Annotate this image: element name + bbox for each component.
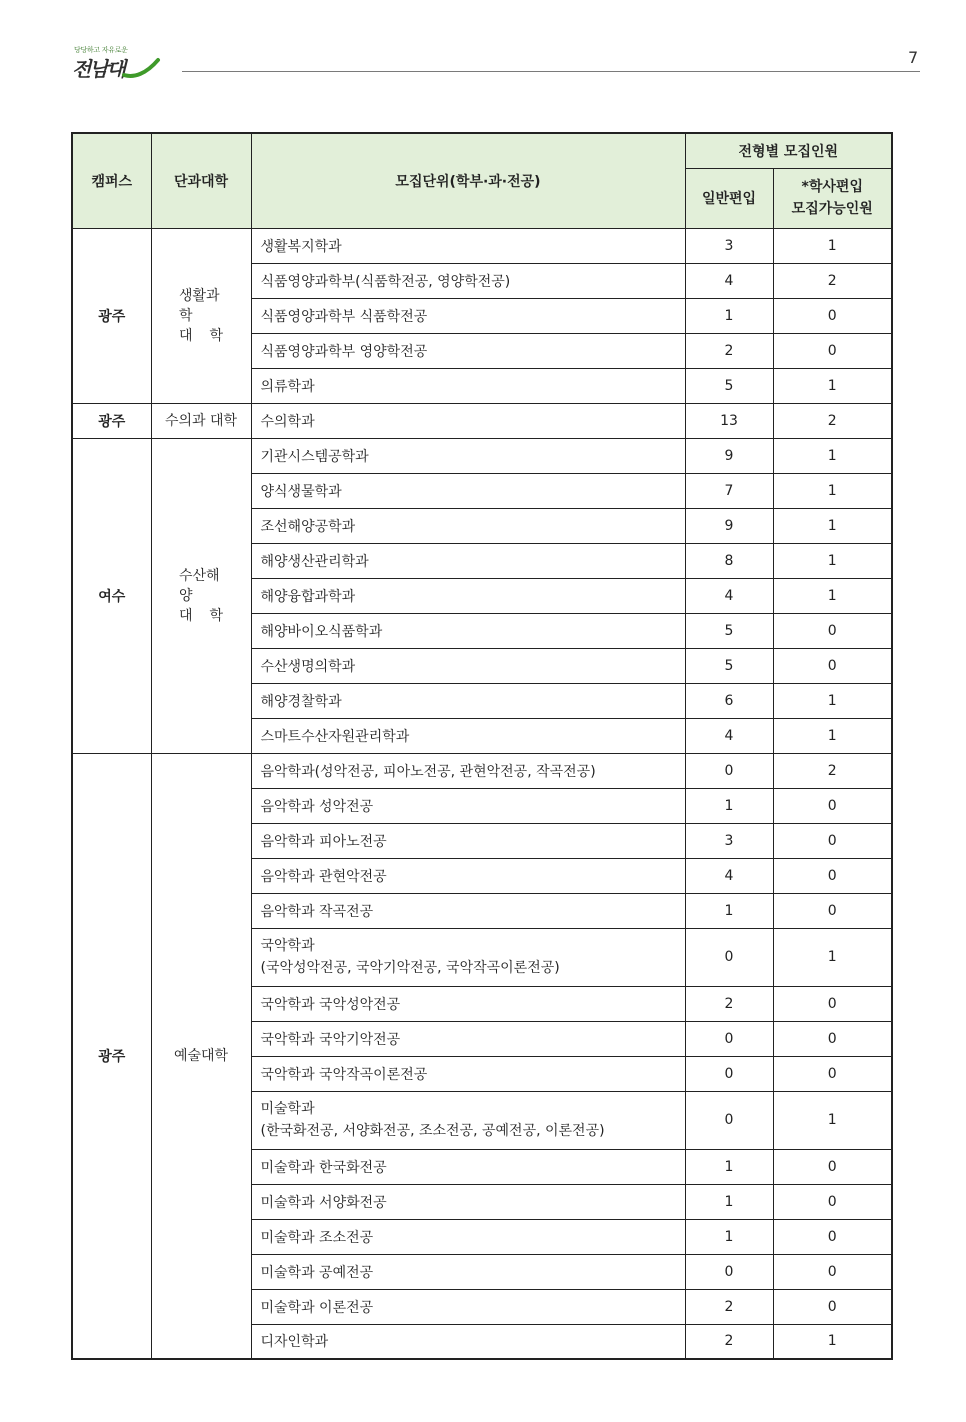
unit-cell bbox=[251, 1021, 685, 1056]
general-transfer-count: 1 bbox=[685, 1219, 773, 1254]
unit-cell bbox=[251, 333, 685, 368]
bachelor-transfer-count: 0 bbox=[773, 858, 892, 893]
bachelor-transfer-count: 1 bbox=[773, 718, 892, 753]
logo-wordmark: 전남대 bbox=[72, 57, 124, 81]
college-name-line: 수의과 대학 bbox=[164, 412, 238, 429]
general-transfer-count: 1 bbox=[685, 1184, 773, 1219]
campus-cell: 광주 bbox=[72, 403, 151, 438]
unit-name-line: 수의학과 bbox=[260, 413, 315, 430]
unit-name-line: 기관시스템공학과 bbox=[260, 448, 369, 465]
unit-name-line: 음악학과 피아노전공 bbox=[260, 833, 387, 850]
bachelor-transfer-count: 1 bbox=[773, 1324, 892, 1359]
unit-name-line: 식품영양과학부 식품학전공 bbox=[260, 308, 428, 325]
unit-name-line: 식품영양과학부(식품학전공, 영양학전공) bbox=[260, 273, 511, 290]
unit-cell bbox=[251, 403, 685, 438]
unit-cell bbox=[251, 368, 685, 403]
bachelor-transfer-count: 1 bbox=[773, 473, 892, 508]
general-transfer-count: 0 bbox=[685, 1056, 773, 1091]
unit-cell bbox=[251, 928, 685, 986]
bachelor-transfer-count: 0 bbox=[773, 613, 892, 648]
admission-quota-table bbox=[71, 132, 893, 1360]
header-bachelor-line2: 모집가능인원 bbox=[791, 201, 873, 217]
general-transfer-count: 4 bbox=[685, 718, 773, 753]
general-transfer-count: 1 bbox=[685, 893, 773, 928]
bachelor-transfer-count: 0 bbox=[773, 648, 892, 683]
general-transfer-count: 2 bbox=[685, 333, 773, 368]
unit-cell bbox=[251, 1289, 685, 1324]
unit-cell bbox=[251, 1091, 685, 1149]
bachelor-transfer-count: 1 bbox=[773, 368, 892, 403]
college-cell bbox=[151, 228, 251, 403]
bachelor-transfer-count: 0 bbox=[773, 1219, 892, 1254]
bachelor-transfer-count: 0 bbox=[773, 1149, 892, 1184]
general-transfer-count: 0 bbox=[685, 928, 773, 986]
unit-name-line: 미술학과 서양화전공 bbox=[260, 1194, 387, 1211]
table-row bbox=[72, 403, 892, 438]
unit-cell bbox=[251, 1254, 685, 1289]
college-cell bbox=[151, 403, 251, 438]
unit-name-line: 조선해양공학과 bbox=[260, 518, 356, 535]
unit-name-line: 국악학과 국악작곡이론전공 bbox=[260, 1066, 428, 1083]
table-body bbox=[72, 228, 892, 1359]
table-row bbox=[72, 228, 892, 263]
page-number: 7 bbox=[908, 48, 919, 67]
general-transfer-count: 1 bbox=[685, 298, 773, 333]
table-row bbox=[72, 753, 892, 788]
general-transfer-count: 5 bbox=[685, 368, 773, 403]
unit-cell bbox=[251, 718, 685, 753]
campus-cell: 광주 bbox=[72, 753, 151, 1359]
general-transfer-count: 8 bbox=[685, 543, 773, 578]
general-transfer-count: 2 bbox=[685, 1324, 773, 1359]
logo-tagline: 당당하고 자유로운 bbox=[74, 46, 128, 54]
header-unit: 모집단위(학부·과·전공) bbox=[251, 133, 685, 228]
general-transfer-count: 1 bbox=[685, 1149, 773, 1184]
header-bachelor-transfer bbox=[773, 168, 892, 228]
college-cell bbox=[151, 753, 251, 1359]
header-bachelor-line1: *학사편입 bbox=[801, 179, 863, 195]
unit-cell bbox=[251, 613, 685, 648]
unit-name-line: 식품영양과학부 영양학전공 bbox=[260, 343, 428, 360]
general-transfer-count: 4 bbox=[685, 858, 773, 893]
general-transfer-count: 0 bbox=[685, 1021, 773, 1056]
bachelor-transfer-count: 0 bbox=[773, 986, 892, 1021]
bachelor-transfer-count: 1 bbox=[773, 438, 892, 473]
bachelor-transfer-count: 0 bbox=[773, 823, 892, 858]
general-transfer-count: 0 bbox=[685, 1091, 773, 1149]
bachelor-transfer-count: 2 bbox=[773, 263, 892, 298]
general-transfer-count: 7 bbox=[685, 473, 773, 508]
bachelor-transfer-count: 2 bbox=[773, 403, 892, 438]
general-transfer-count: 2 bbox=[685, 986, 773, 1021]
general-transfer-count: 13 bbox=[685, 403, 773, 438]
general-transfer-count: 3 bbox=[685, 228, 773, 263]
unit-name-line: 해양생산관리학과 bbox=[260, 553, 369, 570]
unit-cell bbox=[251, 543, 685, 578]
unit-name-line: 수산생명의학과 bbox=[260, 658, 356, 675]
campus-cell: 여수 bbox=[72, 438, 151, 753]
unit-name-line: 국악학과 국악성악전공 bbox=[260, 996, 401, 1013]
header-college: 단과대학 bbox=[151, 133, 251, 228]
college-name-line: 생활과학 bbox=[179, 287, 220, 324]
general-transfer-count: 2 bbox=[685, 1289, 773, 1324]
unit-name-line: 해양경찰학과 bbox=[260, 693, 342, 710]
unit-cell bbox=[251, 858, 685, 893]
unit-cell bbox=[251, 578, 685, 613]
unit-cell bbox=[251, 753, 685, 788]
general-transfer-count: 9 bbox=[685, 438, 773, 473]
unit-cell bbox=[251, 1184, 685, 1219]
header-quota-group: 전형별 모집인원 bbox=[685, 133, 892, 168]
unit-cell bbox=[251, 508, 685, 543]
college-name-line: 대 학 bbox=[179, 327, 223, 344]
bachelor-transfer-count: 1 bbox=[773, 1091, 892, 1149]
bachelor-transfer-count: 0 bbox=[773, 298, 892, 333]
unit-cell bbox=[251, 1149, 685, 1184]
unit-name-line: 디자인학과 bbox=[260, 1334, 329, 1351]
unit-cell bbox=[251, 986, 685, 1021]
unit-name-line: 미술학과 한국화전공 bbox=[260, 1159, 387, 1176]
campus-cell: 광주 bbox=[72, 228, 151, 403]
unit-name-line: 해양바이오식품학과 bbox=[260, 623, 383, 640]
unit-name-line: 스마트수산자원관리학과 bbox=[260, 728, 410, 745]
table-row bbox=[72, 438, 892, 473]
bachelor-transfer-count: 1 bbox=[773, 228, 892, 263]
unit-name-line: 국악학과 국악기악전공 bbox=[260, 1031, 401, 1048]
unit-name-line: 양식생물학과 bbox=[260, 483, 342, 500]
unit-name-line: 생활복지학과 bbox=[260, 238, 342, 255]
header-rule bbox=[182, 71, 920, 72]
unit-cell bbox=[251, 263, 685, 298]
unit-name-line: 미술학과 공예전공 bbox=[260, 1264, 374, 1281]
unit-name-line: (한국화전공, 서양화전공, 조소전공, 공예전공, 이론전공) bbox=[260, 1123, 605, 1139]
college-cell bbox=[151, 438, 251, 753]
unit-cell bbox=[251, 1324, 685, 1359]
general-transfer-count: 4 bbox=[685, 263, 773, 298]
unit-name-line: (국악성악전공, 국악기악전공, 국악작곡이론전공) bbox=[260, 960, 560, 976]
unit-cell bbox=[251, 1056, 685, 1091]
logo-swoosh-icon bbox=[122, 56, 162, 78]
general-transfer-count: 4 bbox=[685, 578, 773, 613]
general-transfer-count: 9 bbox=[685, 508, 773, 543]
unit-cell bbox=[251, 298, 685, 333]
table-header bbox=[72, 133, 892, 228]
unit-name-line: 음악학과 성악전공 bbox=[260, 798, 374, 815]
college-name-line: 수산해양 bbox=[179, 567, 220, 604]
bachelor-transfer-count: 1 bbox=[773, 683, 892, 718]
unit-cell bbox=[251, 648, 685, 683]
bachelor-transfer-count: 0 bbox=[773, 1184, 892, 1219]
general-transfer-count: 0 bbox=[685, 1254, 773, 1289]
unit-cell bbox=[251, 228, 685, 263]
university-logo bbox=[62, 42, 172, 82]
unit-name-line: 미술학과 조소전공 bbox=[260, 1229, 374, 1246]
unit-cell bbox=[251, 893, 685, 928]
unit-cell bbox=[251, 823, 685, 858]
bachelor-transfer-count: 0 bbox=[773, 1021, 892, 1056]
unit-cell bbox=[251, 788, 685, 823]
unit-name-line: 음악학과 관현악전공 bbox=[260, 868, 387, 885]
bachelor-transfer-count: 1 bbox=[773, 543, 892, 578]
general-transfer-count: 1 bbox=[685, 788, 773, 823]
bachelor-transfer-count: 1 bbox=[773, 578, 892, 613]
college-name-line: 예술대학 bbox=[173, 1047, 229, 1064]
header-campus: 캠퍼스 bbox=[72, 133, 151, 228]
unit-cell bbox=[251, 683, 685, 718]
bachelor-transfer-count: 0 bbox=[773, 1254, 892, 1289]
unit-name-line: 음악학과(성악전공, 피아노전공, 관현악전공, 작곡전공) bbox=[260, 763, 596, 780]
bachelor-transfer-count: 2 bbox=[773, 753, 892, 788]
unit-name-line: 음악학과 작곡전공 bbox=[260, 903, 374, 920]
bachelor-transfer-count: 0 bbox=[773, 893, 892, 928]
unit-name-line: 미술학과 이론전공 bbox=[260, 1299, 374, 1316]
unit-cell bbox=[251, 438, 685, 473]
bachelor-transfer-count: 0 bbox=[773, 1289, 892, 1324]
bachelor-transfer-count: 0 bbox=[773, 788, 892, 823]
general-transfer-count: 5 bbox=[685, 613, 773, 648]
bachelor-transfer-count: 1 bbox=[773, 508, 892, 543]
page-header bbox=[0, 0, 966, 90]
general-transfer-count: 3 bbox=[685, 823, 773, 858]
bachelor-transfer-count: 1 bbox=[773, 928, 892, 986]
general-transfer-count: 5 bbox=[685, 648, 773, 683]
unit-name-line: 국악학과 bbox=[260, 938, 315, 954]
unit-name-line: 해양융합과학과 bbox=[260, 588, 356, 605]
unit-cell bbox=[251, 1219, 685, 1254]
bachelor-transfer-count: 0 bbox=[773, 1056, 892, 1091]
general-transfer-count: 0 bbox=[685, 753, 773, 788]
unit-name-line: 미술학과 bbox=[260, 1101, 315, 1117]
unit-cell bbox=[251, 473, 685, 508]
bachelor-transfer-count: 0 bbox=[773, 333, 892, 368]
college-name-line: 대 학 bbox=[179, 607, 223, 624]
header-general-transfer: 일반편입 bbox=[685, 168, 773, 228]
unit-name-line: 의류학과 bbox=[260, 378, 315, 395]
general-transfer-count: 6 bbox=[685, 683, 773, 718]
